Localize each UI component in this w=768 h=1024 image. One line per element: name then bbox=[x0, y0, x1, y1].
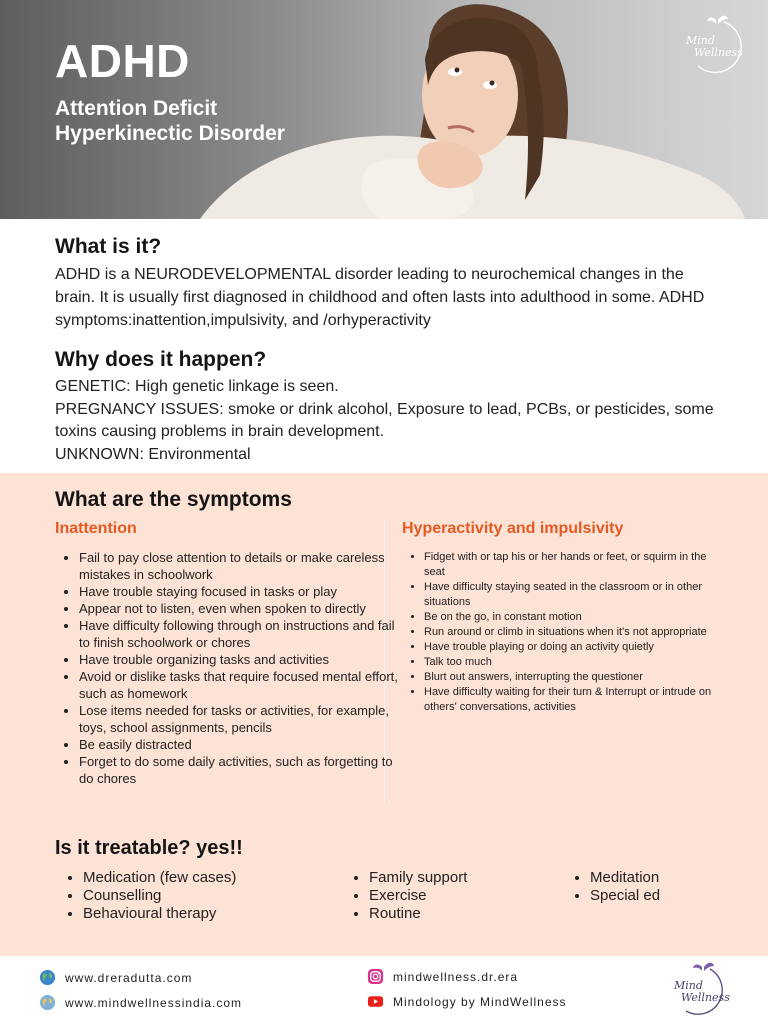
instagram-icon bbox=[367, 968, 384, 985]
website-2-link[interactable]: www.mindwellnessindia.com bbox=[65, 995, 243, 1010]
list-item: • Have difficulty staying seated in the classroom or in other situations bbox=[424, 580, 724, 610]
youtube-icon bbox=[367, 993, 384, 1010]
list-item: • Have trouble organizing tasks and activities bbox=[79, 651, 404, 668]
why-genetic: GENETIC: High genetic linkage is seen. bbox=[55, 378, 339, 395]
globe-icon bbox=[39, 994, 56, 1011]
why-pregnancy: PREGNANCY ISSUES: smoke or drink alcohol, Exposure to lead, PCBs, or pesticides, some toxins causing problems in brain development. bbox=[55, 400, 714, 440]
list-item: • Have trouble playing or doing an activity quietly bbox=[424, 640, 724, 655]
hyperactivity-list bbox=[400, 550, 724, 715]
list-item: • Have difficulty waiting for their turn & Interrupt or intrude on others' conversations, activities bbox=[424, 685, 724, 715]
list-item: • Family support bbox=[369, 869, 569, 887]
hyperactivity-heading: Hyperactivity and impulsivity bbox=[402, 520, 624, 537]
instagram-handle[interactable]: mindwellness.dr.era bbox=[393, 969, 519, 984]
globe-icon bbox=[39, 969, 56, 986]
inattention-list bbox=[55, 549, 404, 787]
list-item: • Avoid or dislike tasks that require focused mental effort, such as homework bbox=[79, 668, 404, 702]
treatable-heading: Is it treatable? yes!! bbox=[55, 837, 243, 859]
list-item: • Run around or climb in situations when it's not appropriate bbox=[424, 625, 724, 640]
list-item: • Meditation bbox=[590, 869, 760, 887]
why-unknown: UNKNOWN: Environmental bbox=[55, 445, 251, 463]
list-item: • Routine bbox=[369, 905, 569, 923]
list-item: • Talk too much bbox=[424, 655, 724, 670]
list-item: • Be easily distracted bbox=[79, 736, 404, 753]
brand-logo bbox=[668, 961, 738, 1019]
treatment-list-1 bbox=[55, 869, 353, 923]
svg-text:Wellness: Wellness bbox=[681, 991, 730, 1004]
list-item: • Appear not to listen, even when spoken to directly bbox=[79, 600, 404, 617]
page-subtitle: Attention Deficit Hyperkinectic Disorder bbox=[55, 97, 285, 145]
youtube-channel[interactable]: Mindology by MindWellness bbox=[393, 994, 567, 1009]
footer-youtube[interactable] bbox=[367, 993, 567, 1010]
list-item: • Exercise bbox=[369, 887, 569, 905]
svg-text:Mind: Mind bbox=[674, 979, 703, 992]
list-item: • Medication (few cases) bbox=[83, 869, 353, 887]
treatment-list-3 bbox=[562, 869, 760, 905]
list-item: • Fidget with or tap his or her hands or feet, or squirm in the seat bbox=[424, 550, 724, 580]
list-item: • Counselling bbox=[83, 887, 353, 905]
svg-text:Wellness: Wellness bbox=[694, 46, 743, 59]
why-heading: Why does it happen? bbox=[55, 348, 267, 371]
what-text: ADHD is a NEURODEVELOPMENTAL disorder leading to neurochemical changes in the brain. It is usually first diagnosed in childhood and often lasts into adulthood in some. ADHD symptoms:inattention,impulsivity, and /orhyperactivity bbox=[55, 266, 705, 329]
hero-banner bbox=[0, 0, 768, 219]
footer-website-1[interactable] bbox=[39, 969, 192, 986]
svg-text:Mind: Mind bbox=[686, 34, 715, 47]
list-item: • Be on the go, in constant motion bbox=[424, 610, 724, 625]
list-item: • Fail to pay close attention to details or make careless mistakes in schoolwork bbox=[79, 549, 404, 583]
list-item: • Special ed bbox=[590, 887, 760, 905]
list-item: • Have difficulty following through on instructions and fail to finish schoolwork or chores bbox=[79, 617, 404, 651]
what-heading: What is it? bbox=[55, 235, 162, 258]
list-item: • Have trouble staying focused in tasks or play bbox=[79, 583, 404, 600]
page-title: ADHD bbox=[55, 35, 190, 87]
list-item: • Blurt out answers, interrupting the questioner bbox=[424, 670, 724, 685]
list-item: • Forget to do some daily activities, such as forgetting to do chores bbox=[79, 753, 404, 787]
treatment-list-2 bbox=[341, 869, 569, 923]
inattention-heading: Inattention bbox=[55, 520, 137, 537]
symptoms-heading: What are the symptoms bbox=[55, 488, 292, 511]
footer-website-2[interactable] bbox=[39, 994, 242, 1011]
footer-instagram[interactable] bbox=[367, 968, 518, 985]
list-item: • Lose items needed for tasks or activities, for example, toys, school assignments, pencils bbox=[79, 702, 404, 736]
list-item: • Behavioural therapy bbox=[83, 905, 353, 923]
website-1-link[interactable]: www.dreradutta.com bbox=[65, 970, 193, 985]
brand-logo bbox=[682, 14, 752, 76]
why-text bbox=[55, 376, 725, 466]
